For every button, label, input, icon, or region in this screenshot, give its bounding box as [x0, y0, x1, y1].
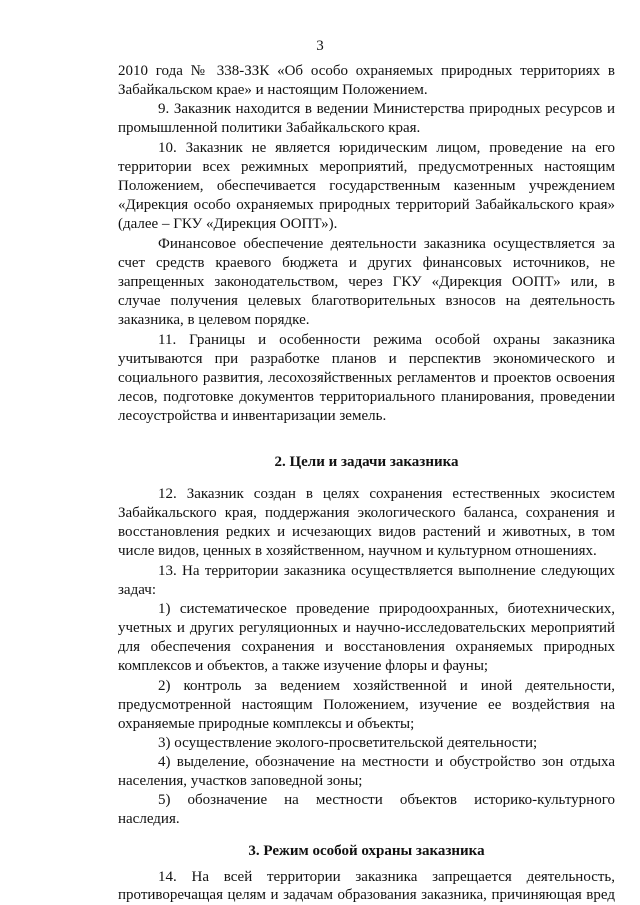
- text-line: предусмотренной настоящим Положением, изучение ее воздействия на: [118, 697, 615, 713]
- text-line: 9. Заказник находится в ведении Министерства природных ресурсов и: [158, 101, 615, 117]
- text-line: 11. Границы и особенности режима особой охраны заказника: [158, 332, 615, 348]
- text-line: 10. Заказник не является юридическим лицом, проведение на его: [158, 140, 615, 156]
- text-line: промышленной политики Забайкальского края.: [118, 120, 421, 136]
- text-line: 12. Заказник создан в целях сохранения естественных экосистем: [158, 486, 615, 502]
- text-line: задач:: [118, 582, 156, 598]
- text-line: Забайкальского края, поддержания экологического баланса, сохранения и: [118, 505, 615, 521]
- text-line: «Дирекция особо охраняемых природных территорий Забайкальского края»: [118, 197, 615, 213]
- text-line: социального развития, лесохозяйственных регламентов и проектов освоения: [118, 370, 615, 386]
- text-line: 5) обозначение на местности объектов историко-культурного: [158, 792, 615, 808]
- text-line: лесов, подготовке документов территориального планирования, проведении: [118, 389, 615, 405]
- text-line: 1) систематическое проведение природоохранных, биотехнических,: [158, 601, 615, 617]
- text-line: 2) контроль за ведением хозяйственной и иной деятельности,: [158, 678, 615, 694]
- text-line: 2010 года № 338-ЗЗК «Об особо охраняемых природных территориях в: [118, 63, 615, 79]
- text-line: противоречащая целям и задачам образования заказника, причиняющая вред: [118, 887, 615, 903]
- text-line: заказника, в целевом порядке.: [118, 312, 310, 328]
- text-line: 14. На всей территории заказника запрещается деятельность,: [158, 869, 615, 885]
- page-number: 3: [316, 38, 324, 54]
- text-line: лесоустройства и инвентаризации земель.: [118, 408, 387, 424]
- text-line: наследия.: [118, 811, 180, 827]
- text-line: 4) выделение, обозначение на местности и обустройство зон отдыха: [158, 754, 615, 770]
- text-line: охраняемые природные комплексы и объекты;: [118, 716, 415, 732]
- text-line: Финансовое обеспечение деятельности заказника осуществляется за: [158, 236, 615, 252]
- text-line: (далее – ГКУ «Дирекция ООПТ»).: [118, 216, 338, 232]
- text-line: для обеспечения сохранения и восстановления охраняемых природных: [118, 639, 615, 655]
- text-line: территории всех режимных мероприятий, предусмотренных настоящим: [118, 159, 615, 175]
- text-line: случае получения целевых благотворительных взносов на деятельность: [118, 293, 615, 309]
- text-line: счет средств краевого бюджета и других финансовых источников, не: [118, 255, 615, 271]
- text-line: запрещенных законодательством, через ГКУ «Дирекция ООПТ» или, в: [118, 274, 615, 290]
- text-line: Забайкальском крае» и настоящим Положением.: [118, 82, 428, 98]
- text-line: 13. На территории заказника осуществляется выполнение следующих: [158, 563, 615, 579]
- text-line: населения, участков заповедной зоны;: [118, 773, 363, 789]
- text-line: комплексов и объектов, а также изучение флоры и фауны;: [118, 658, 489, 674]
- text-line: числе видов, ценных в хозяйственном, научном и культурном отношениях.: [118, 543, 597, 559]
- text-line: учетных и других регуляционных и научно-исследовательских мероприятий: [118, 620, 615, 636]
- section-heading: 3. Режим особой охраны заказника: [248, 843, 485, 859]
- text-line: восстановления редких и исчезающих видов растений и животных, в том: [118, 524, 615, 540]
- section-heading: 2. Цели и задачи заказника: [274, 454, 459, 470]
- text-line: учитываются при разработке планов и перспектив экономического и: [118, 351, 615, 367]
- text-line: Положением, обеспечивается государственным казенным учреждением: [118, 178, 615, 194]
- text-line: 3) осуществление эколого-просветительской деятельности;: [158, 735, 538, 751]
